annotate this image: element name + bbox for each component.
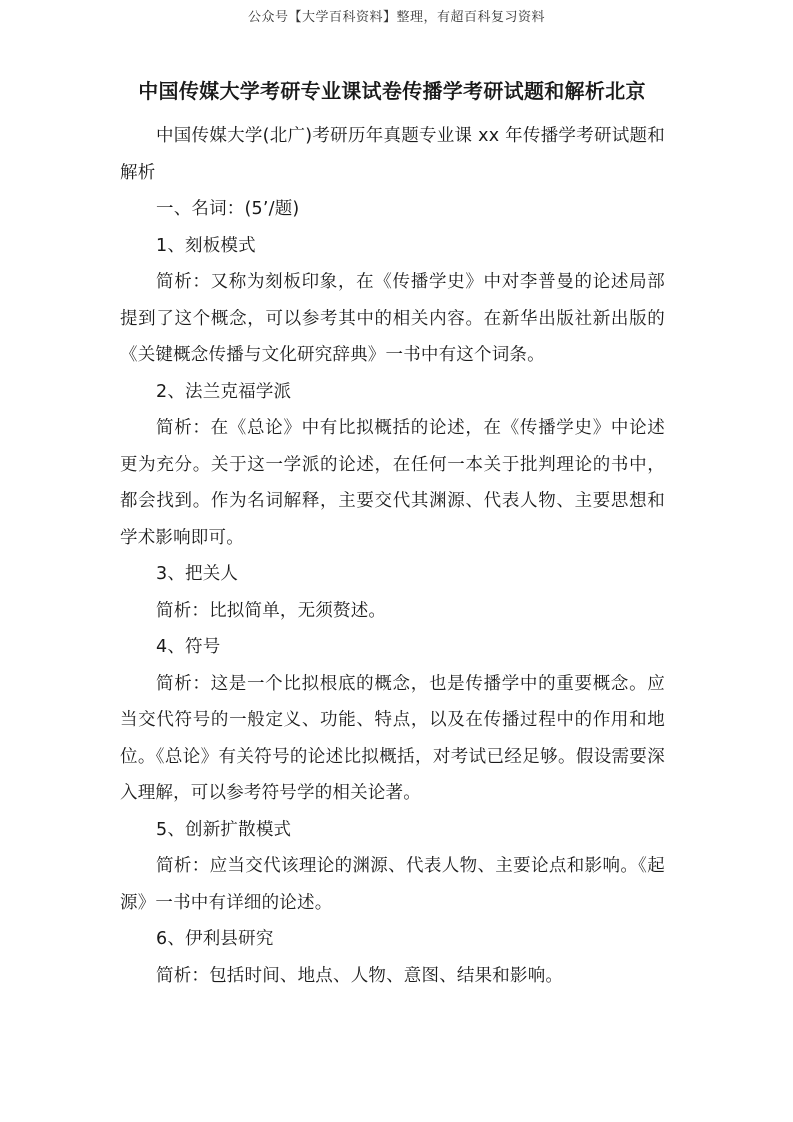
term-heading: 3、把关人 <box>156 564 239 584</box>
page-header-note: 公众号【大学百科资料】整理，有超百科复习资料 <box>247 10 545 25</box>
intro-paragraph: 中国传媒大学(北广)考研历年真题专业课 xx 年传播学考研试题和解析 <box>120 126 665 183</box>
term-heading: 1、刻板模式 <box>156 235 256 256</box>
term-analysis: 简析：比拟简单，无须赘述。 <box>156 600 387 621</box>
section-heading: 一、名词：(5’/题) <box>156 199 300 219</box>
term-heading: 4、符号 <box>156 637 221 657</box>
term-heading: 6、伊利县研究 <box>156 929 274 949</box>
document-title: 中国传媒大学考研专业课试卷传播学考研试题和解析北京 <box>138 79 646 103</box>
term-analysis: 简析：这是一个比拟根底的概念，也是传播学中的重要概念。应当交代符号的一般定义、功能、特点，以及在传播过程中的作用和地位。《总论》有关符号的论述比拟概括，对考试已经足够。假设需要深入理解，可以参考符号学的相关论著。 <box>120 673 665 803</box>
term-analysis: 简析：在《总论》中有比拟概括的论述，在《传播学史》中论述更为充分。关于这一学派的论述，在任何一本关于批判理论的书中，都会找到。作为名词解释，主要交代其渊源、代表人物、主要思想和学术影响即可。 <box>120 418 665 548</box>
term-analysis: 简析：又称为刻板印象，在《传播学史》中对李普曼的论述局部提到了这个概念，可以参考其中的相关内容。在新华出版社新出版的《关键概念传播与文化研究辞典》一书中有这个词条。 <box>120 272 665 365</box>
term-heading: 2、法兰克福学派 <box>156 381 292 402</box>
term-heading: 5、创新扩散模式 <box>156 819 292 840</box>
document-body <box>120 76 665 994</box>
term-analysis: 简析：应当交代该理论的渊源、代表人物、主要论点和影响。《起源》一书中有详细的论述。 <box>120 856 665 913</box>
term-analysis: 简析：包括时间、地点、人物、意图、结果和影响。 <box>156 965 564 986</box>
